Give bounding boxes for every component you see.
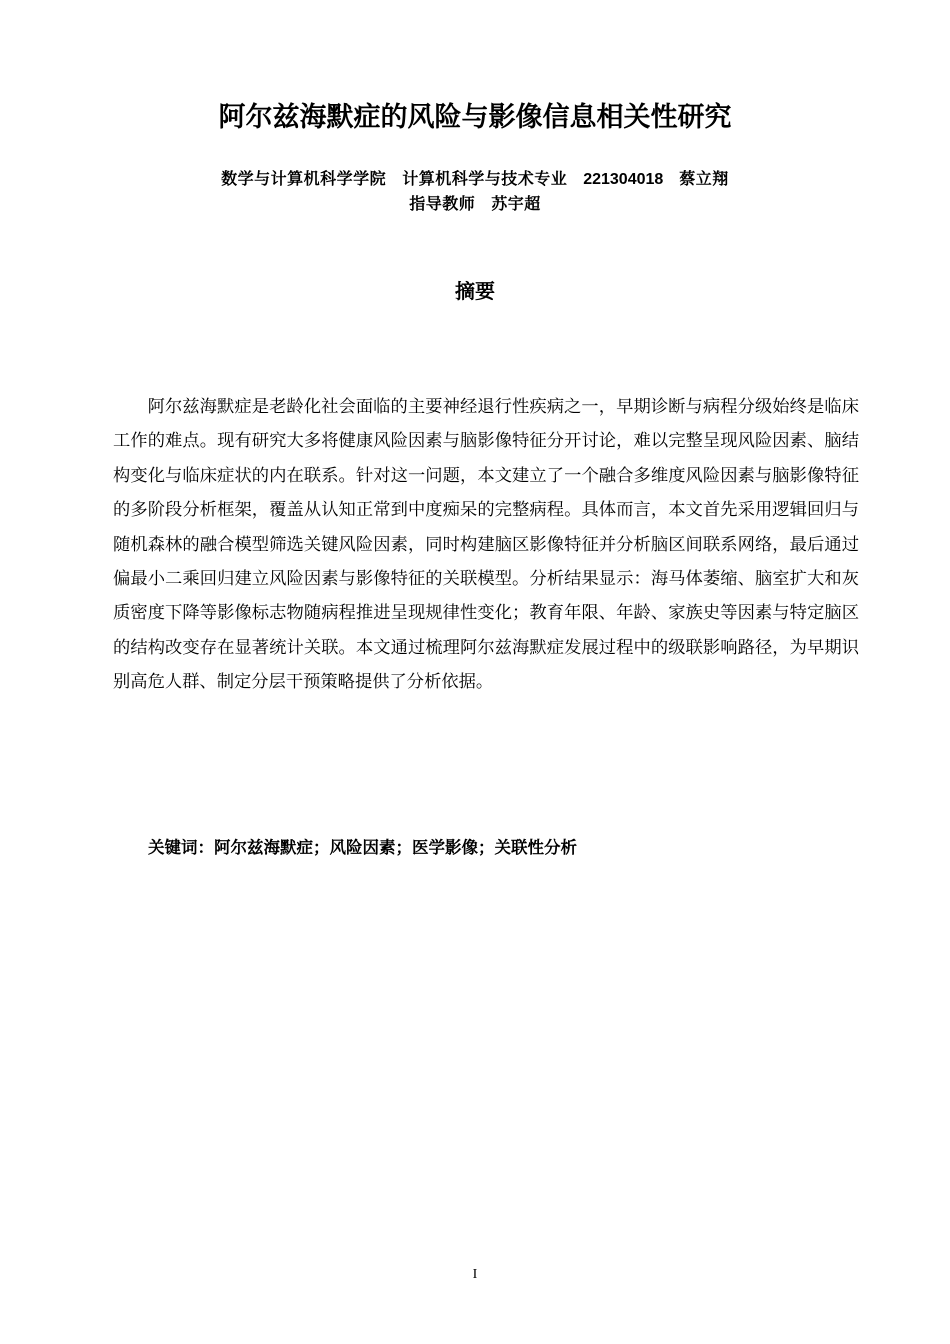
abstract-body: 阿尔兹海默症是老龄化社会面临的主要神经退行性疾病之一，早期诊断与病程分级始终是临床工作的难点。现有研究大多将健康风险因素与脑影像特征分开讨论，难以完整呈现风险因素、脑结构变化与临床症状的内在联系。针对这一问题，本文建立了一个融合多维度风险因素与脑影像特征的多阶段分析框架，覆盖从认知正常到中度痴呆的完整病程。具体而言，本文首先采用逻辑回归与随机森林的融合模型筛选关键风险因素，同时构建脑区影像特征并分析脑区间联系网络，最后通过偏最小二乘回归建立风险因素与影像特征的关联模型。分析结果显示：海马体萎缩、脑室扩大和灰质密度下降等影像标志物随病程推进呈现规律性变化；教育年限、年龄、家族史等因素与特定脑区的结构改变存在显著统计关联。本文通过梳理阿尔兹海默症发展过程中的级联影响路径，为早期识别高危人群、制定分层干预策略提供了分析依据。 (113, 397, 859, 693)
student-id: 221304018 (583, 171, 664, 188)
major-name: 计算机科学与技术专业 (402, 169, 568, 188)
paper-title: 阿尔兹海默症的风险与影像信息相关性研究 (218, 102, 732, 133)
author-info-line (0, 167, 950, 192)
keywords-label: 关键词： (148, 838, 214, 857)
advisor-info-line (0, 192, 950, 216)
advisor-label: 指导教师 (409, 194, 476, 213)
college-name: 数学与计算机科学学院 (221, 169, 387, 188)
page-number: I (472, 1267, 478, 1282)
advisor-name: 苏宇超 (491, 194, 541, 213)
keywords-text: 阿尔兹海默症；风险因素；医学影像；关联性分析 (214, 838, 577, 857)
abstract-heading: 摘要 (455, 279, 495, 303)
keywords-line (148, 834, 859, 862)
author-name: 蔡立翔 (679, 169, 729, 188)
